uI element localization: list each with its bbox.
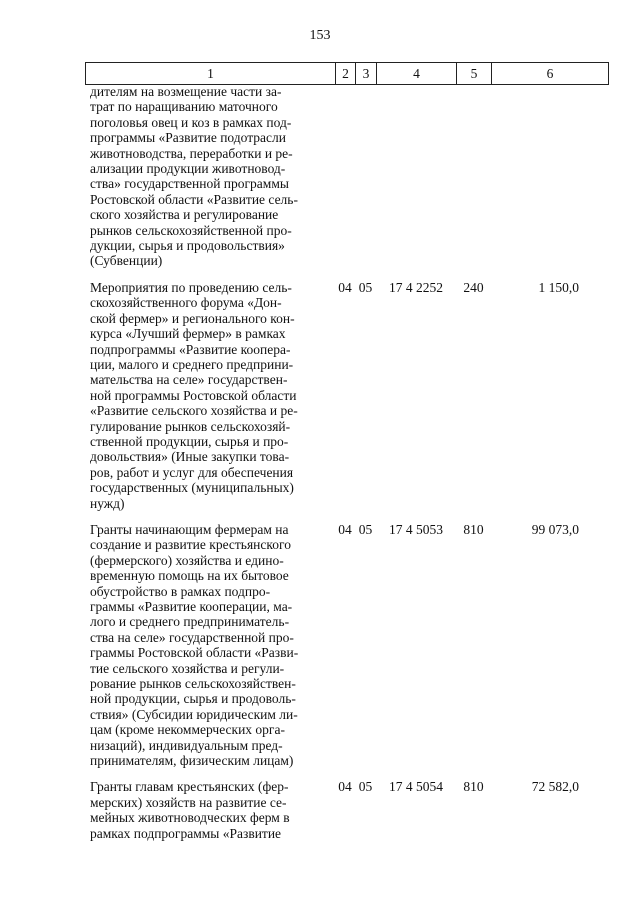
description-line: цам (кроме некоммерческих орга- <box>90 722 285 738</box>
page-number: 153 <box>309 28 331 43</box>
description-line: «Развитие сельского хозяйства и ре- <box>90 403 298 419</box>
column-header-1: 1 <box>86 63 336 85</box>
description-line: рынков сельскохозяйственной про- <box>90 222 292 238</box>
description-line: довольствия» (Иные закупки това- <box>90 449 290 465</box>
cell-amount: 99 073,0 <box>531 521 579 537</box>
table-body <box>85 84 608 841</box>
description-line: обустройство в рамках подпро- <box>90 583 271 599</box>
column-header-5: 5 <box>457 63 492 85</box>
description-line: программы «Развитие подотрасли <box>90 130 286 146</box>
table-row <box>85 280 608 511</box>
description-line: животноводства, переработки и ре- <box>90 145 293 161</box>
row-description <box>85 280 335 511</box>
row-description <box>85 522 335 769</box>
description-line: дукции, сырья и продовольствия» <box>90 238 285 254</box>
description-line: ции, малого и среднего предприни- <box>90 356 294 372</box>
cell-amount: 72 582,0 <box>531 779 579 795</box>
description-line: Гранты главам крестьянских (фер- <box>90 779 289 795</box>
description-line: дителям на возмещение части за- <box>90 84 282 99</box>
cell-section: 04 <box>338 779 352 795</box>
description-line: мательства на селе» государствен- <box>90 372 288 388</box>
cell-target-code: 17 4 2252 <box>389 279 443 295</box>
description-line: ского хозяйства и регулирование <box>90 207 279 223</box>
description-line: (Субвенции) <box>90 253 163 269</box>
description-line: временную помощь на их бытовое <box>90 568 289 584</box>
description-line: рование рынков сельскохозяйствен- <box>90 676 296 692</box>
table-row <box>85 522 608 769</box>
table-row <box>85 84 608 269</box>
cell-section: 04 <box>338 521 352 537</box>
column-header-2: 2 <box>336 63 356 85</box>
cell-expense-type: 810 <box>463 521 484 537</box>
description-line: создание и развитие крестьянского <box>90 537 291 553</box>
cell-subsection: 05 <box>358 279 373 295</box>
cell-subsection: 05 <box>358 779 373 795</box>
column-header-6: 6 <box>492 63 609 85</box>
description-line: ственной продукции, сырья и про- <box>90 433 289 449</box>
description-line: ров, работ и услуг для обеспечения <box>90 464 294 480</box>
description-line: подпрограммы «Развитие коопера- <box>90 341 291 357</box>
cell-section: 04 <box>338 279 352 295</box>
cell-target-code: 17 4 5053 <box>389 521 443 537</box>
description-line: ства на селе» государственной про- <box>90 629 294 645</box>
description-line: мейных животноводческих ферм в <box>90 810 290 826</box>
table-row <box>85 779 608 841</box>
description-line: нужд) <box>90 495 125 511</box>
description-line: Гранты начинающим фермерам на <box>90 521 289 537</box>
description-line: (фермерского) хозяйства и едино- <box>90 552 284 568</box>
description-line: ства» государственной программы <box>90 176 289 192</box>
description-line: гулирование рынков сельскохозяй- <box>90 418 291 434</box>
description-line: рамках подпрограммы «Развитие <box>90 825 282 841</box>
description-line: ской фермер» и регионального кон- <box>90 310 295 326</box>
description-line: лого и среднего предприниматель- <box>90 614 290 630</box>
description-line: ной продукции, сырья и продоволь- <box>90 691 296 707</box>
description-line: ной программы Ростовской области <box>90 387 297 403</box>
description-line: Мероприятия по проведению сель- <box>90 279 292 295</box>
description-line: скохозяйственного форума «Дон- <box>90 295 282 311</box>
description-line: Ростовской области «Развитие сель- <box>90 191 298 207</box>
description-line: государственных (муниципальных) <box>90 480 294 496</box>
description-line: мерских) хозяйств на развитие се- <box>90 794 287 810</box>
column-header-3: 3 <box>356 63 377 85</box>
description-line: ализации продукции животновод- <box>90 161 286 177</box>
description-line: низаций), индивидуальным пред- <box>90 737 283 753</box>
description-line: курса «Лучший фермер» в рамках <box>90 326 286 342</box>
description-line: ствия» (Субсидии юридическим ли- <box>90 706 298 722</box>
column-header-4: 4 <box>377 63 457 85</box>
cell-expense-type: 240 <box>463 279 484 295</box>
cell-subsection: 05 <box>358 521 373 537</box>
description-line: тие сельского хозяйства и регули- <box>90 660 285 676</box>
description-line: граммы Ростовской области «Разви- <box>90 645 299 661</box>
cell-target-code: 17 4 5054 <box>389 779 443 795</box>
cell-amount: 1 150,0 <box>538 279 579 295</box>
column-header-row <box>85 62 609 85</box>
row-description <box>85 84 335 269</box>
description-line: принимателям, физическим лицам) <box>90 753 294 769</box>
description-line: поголовья овец и коз в рамках под- <box>90 114 292 130</box>
row-description <box>85 779 335 841</box>
description-line: граммы «Развитие кооперации, ма- <box>90 599 293 614</box>
cell-expense-type: 810 <box>463 779 484 795</box>
description-line: трат по наращиванию маточного <box>90 99 278 115</box>
